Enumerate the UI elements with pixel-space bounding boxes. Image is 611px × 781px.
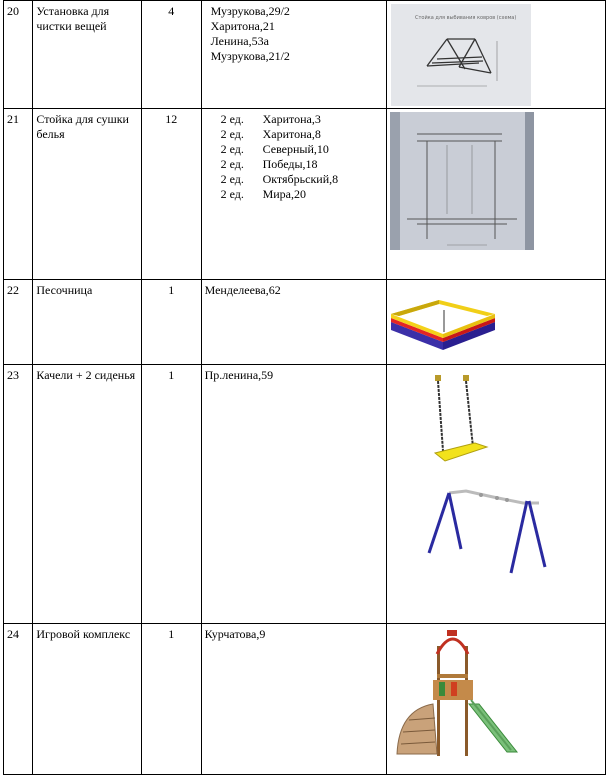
item-image-cell: [387, 109, 606, 280]
item-name: Игровой комплекс: [33, 624, 141, 775]
item-name: Установка для чистки вещей: [33, 1, 141, 109]
allocation-list: [201, 109, 386, 280]
playground-complex-icon: [387, 624, 602, 774]
allocation-item: 2 ед. Северный,10: [220, 142, 329, 156]
address-item: Пр.ленина,59: [204, 368, 274, 382]
item-image-cell: [387, 624, 606, 775]
item-quantity: 4: [141, 1, 201, 109]
item-name: Качели + 2 сиденья: [33, 365, 141, 624]
row-number: 24: [4, 624, 33, 775]
address-list: [201, 365, 386, 624]
table-row: [4, 1, 606, 109]
address-list: [201, 280, 386, 365]
table-row: [4, 109, 606, 280]
row-number: 22: [4, 280, 33, 365]
table-row: [4, 365, 606, 624]
allocation-item: 2 ед. Харитона,8: [220, 127, 321, 141]
laundry-drying-rack-drawing-icon: [387, 109, 602, 279]
item-quantity: 1: [141, 365, 201, 624]
row-number: 20: [4, 1, 33, 109]
swing-seat-icon: [425, 373, 545, 473]
address-item: Ленина,53а: [210, 34, 269, 48]
row-number: 21: [4, 109, 33, 280]
carpet-beater-stand-drawing-icon: [387, 1, 602, 108]
item-quantity: 1: [141, 624, 201, 775]
item-image-cell: [387, 280, 606, 365]
sandbox-icon: [387, 280, 602, 364]
drawing-caption: Стойка для выбивания ковров (схема): [415, 15, 517, 21]
address-item: Музрукова,29/2: [210, 4, 290, 18]
item-quantity: 1: [141, 280, 201, 365]
table-row: [4, 624, 606, 775]
item-image-cell: [387, 365, 606, 624]
item-name: Песочница: [33, 280, 141, 365]
address-item: Харитона,21: [210, 19, 275, 33]
address-item: Менделеева,62: [204, 283, 281, 297]
table-row: [4, 280, 606, 365]
address-list: [201, 1, 386, 109]
item-image-cell: [387, 1, 606, 109]
allocation-item: 2 ед. Мира,20: [220, 187, 307, 201]
inventory-table: [3, 0, 606, 775]
item-name: Стойка для сушки белья: [33, 109, 141, 280]
item-quantity: 12: [141, 109, 201, 280]
row-number: 23: [4, 365, 33, 624]
address-item: Курчатова,9: [204, 627, 266, 641]
allocation-item: 2 ед. Октябрьский,8: [220, 172, 339, 186]
address-list: [201, 624, 386, 775]
allocation-item: 2 ед. Победы,18: [220, 157, 318, 171]
address-item: Музрукова,21/2: [210, 49, 290, 63]
allocation-item: 2 ед. Харитона,3: [220, 112, 321, 126]
swing-frame-icon: [421, 483, 561, 583]
